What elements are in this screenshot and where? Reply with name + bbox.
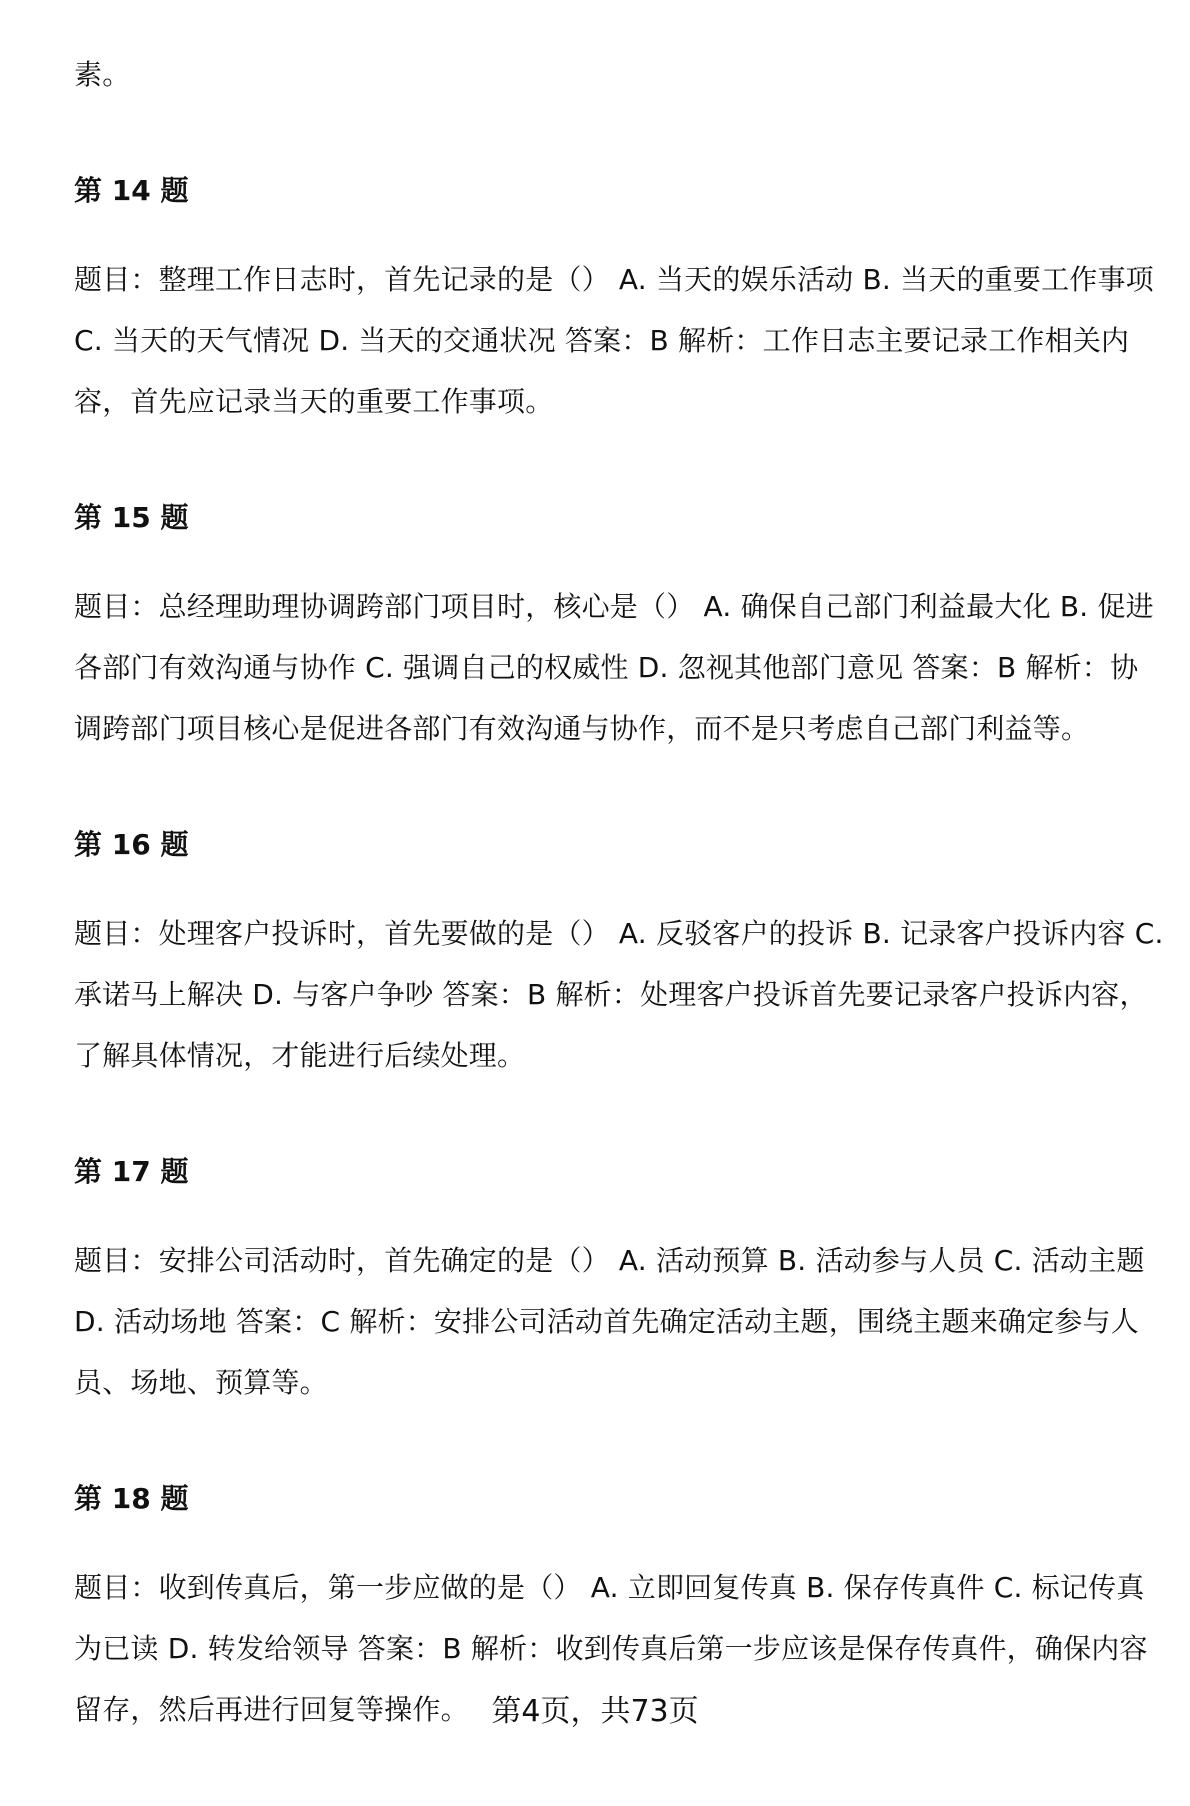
- continued-text: 素。: [74, 58, 131, 91]
- question-15: [74, 498, 1164, 759]
- question-body: 题目：收到传真后，第一步应做的是（） A. 立即回复传真 B. 保存传真件 C. 标记传真为已读 D. 转发给领导 答案：B 解析：收到传真后第一步应该是保存传真件，确保内容留存，然后再进行回复等操作。: [74, 1571, 1148, 1726]
- question-body: 题目：安排公司活动时，首先确定的是（） A. 活动预算 B. 活动参与人员 C. 活动主题 D. 活动场地 答案：C 解析：安排公司活动首先确定活动主题，围绕主题来确定参与人员、场地、预算等。: [74, 1244, 1145, 1399]
- question-14: [74, 171, 1164, 432]
- page-number-footer: 第4页，共73页: [491, 1694, 699, 1729]
- question-17: [74, 1152, 1164, 1413]
- question-title: 第 18 题: [74, 1482, 189, 1515]
- question-title: 第 15 题: [74, 501, 189, 534]
- question-body: 题目：总经理助理协调跨部门项目时，核心是（） A. 确保自己部门利益最大化 B. 促进各部门有效沟通与协作 C. 强调自己的权威性 D. 忽视其他部门意见 答案：B 解析：协调跨部门项目核心是促进各部门有效沟通与协作，而不是只考虑自己部门利益等。: [74, 590, 1154, 745]
- question-body: 题目：处理客户投诉时，首先要做的是（） A. 反驳客户的投诉 B. 记录客户投诉内容 C. 承诺马上解决 D. 与客户争吵 答案：B 解析：处理客户投诉首先要记录客户投诉内容，了解具体情况，才能进行后续处理。: [74, 917, 1164, 1072]
- question-body: 题目：整理工作日志时，首先记录的是（） A. 当天的娱乐活动 B. 当天的重要工作事项 C. 当天的天气情况 D. 当天的交通状况 答案：B 解析：工作日志主要记录工作相关内容，首先应记录当天的重要工作事项。: [74, 263, 1154, 418]
- question-title: 第 14 题: [74, 174, 189, 207]
- question-title: 第 16 题: [74, 828, 189, 861]
- question-title: 第 17 题: [74, 1155, 189, 1188]
- page-content: [74, 44, 1164, 1806]
- question-16: [74, 825, 1164, 1086]
